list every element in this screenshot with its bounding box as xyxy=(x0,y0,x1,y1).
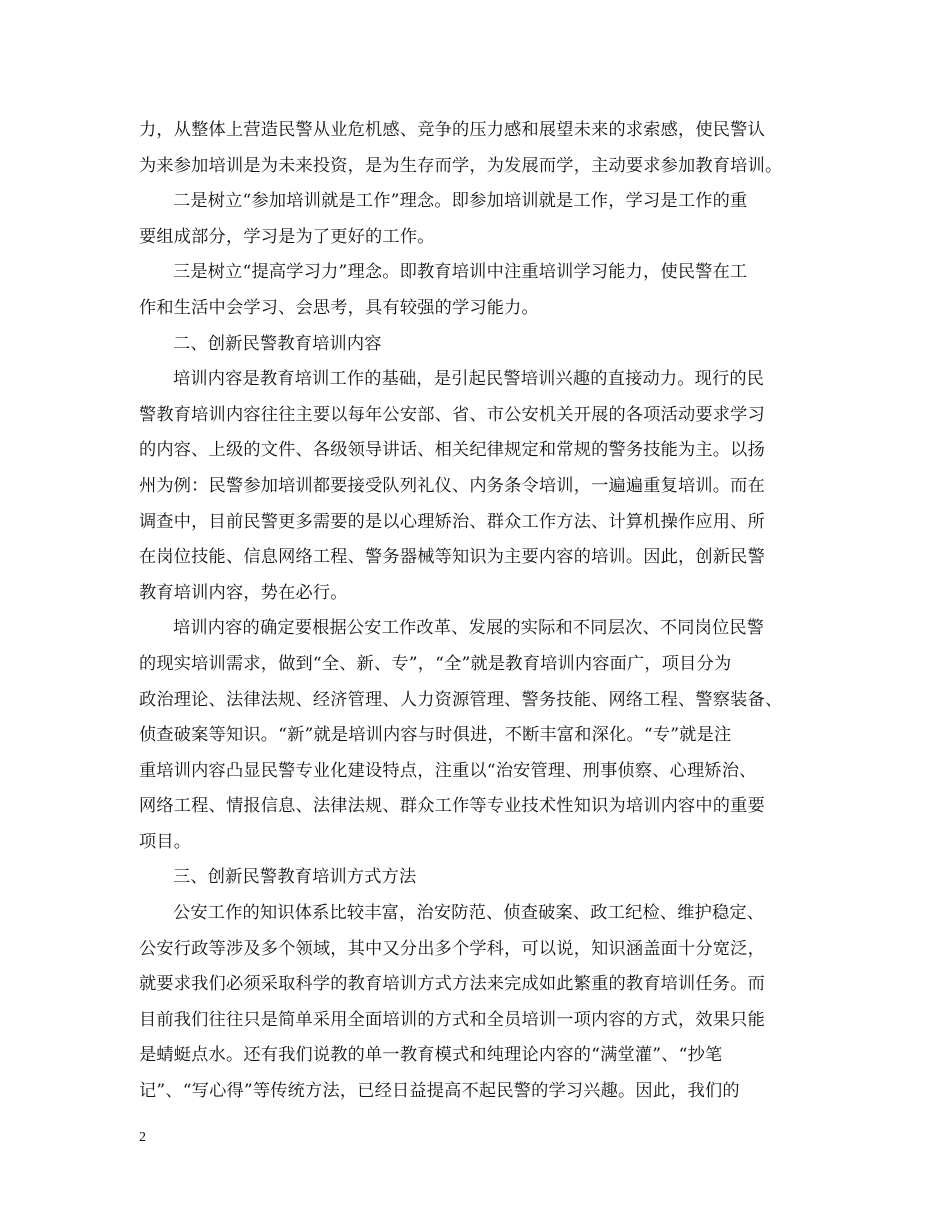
body-text xyxy=(139,113,814,1110)
text-line: 培训内容是教育培训工作的基础，是引起民警培训兴趣的直接动力。现行的民 xyxy=(173,369,765,390)
text-line: 二是树立“参加培训就是工作”理念。即参加培训就是工作，学习是工作的重 xyxy=(173,191,748,212)
text-line: 是蜻蜓点水。还有我们说教的单一教育模式和纯理论内容的“满堂灌”、“抄笔 xyxy=(139,1045,723,1066)
page-number: 2 xyxy=(139,1130,146,1145)
text-line: 公安工作的知识体系比较丰富，治安防范、侦查破案、政工纪检、维护稳定、 xyxy=(173,903,765,924)
text-line: 在岗位技能、信息网络工程、警务器械等知识为主要内容的培训。因此，创新民警 xyxy=(139,547,765,568)
text-line: 公安行政等涉及多个领域，其中又分出多个学科，可以说，知识涵盖面十分宽泛， xyxy=(139,938,765,959)
text-line: 侦查破案等知识。“新”就是培训内容与时俱进，不断丰富和深化。“专”就是注 xyxy=(139,725,732,746)
text-line: 的内容、上级的文件、各级领导讲话、相关纪律规定和常规的警务技能为主。以扬 xyxy=(139,440,765,461)
text-line: 二、创新民警教育培训内容 xyxy=(173,333,382,354)
text-line: 调查中，目前民警更多需要的是以心理矫治、群众工作方法、计算机操作应用、所 xyxy=(139,511,765,532)
text-line: 力，从整体上营造民警从业危机感、竞争的压力感和展望未来的求索感，使民警认 xyxy=(139,120,765,140)
text-line: 为来参加培训是为未来投资，是为生存而学，为发展而学，主动要求参加教育培训。 xyxy=(139,155,783,176)
text-line: 网络工程、情报信息、法律法规、群众工作等专业技术性知识为培训内容中的重要 xyxy=(139,796,765,817)
text-line: 目前我们往往只是简单采用全面培训的方式和全员培训一项内容的方式，效果只能 xyxy=(139,1009,765,1030)
text-line: 政治理论、法律法规、经济管理、人力资源管理、警务技能、网络工程、警察装备、 xyxy=(139,689,783,710)
text-line: 重培训内容凸显民警专业化建设特点，注重以“治安管理、刑事侦察、心理矫治、 xyxy=(139,760,757,781)
text-line: 州为例：民警参加培训都要接受队列礼仪、内务条令培训，一遍遍重复培训。而在 xyxy=(139,475,765,496)
text-line: 三、创新民警教育培训方式方法 xyxy=(173,867,417,888)
text-line: 警教育培训内容往往主要以每年公安部、省、市公安机关开展的各项活动要求学习 xyxy=(139,404,765,425)
text-line: 的现实培训需求，做到“全、新、专”，“全”就是教育培训内容面广，项目分为 xyxy=(139,653,732,674)
text-line: 作和生活中会学习、会思考，具有较强的学习能力。 xyxy=(139,297,539,318)
text-line: 培训内容的确定要根据公安工作改革、发展的实际和不同层次、不同岗位民警 xyxy=(173,618,765,639)
text-line: 项目。 xyxy=(139,831,192,852)
text-line: 三是树立“提高学习力”理念。即教育培训中注重培训学习能力，使民警在工 xyxy=(173,262,748,283)
text-line: 就要求我们必须采取科学的教育培训方式方法来完成如此繁重的教育培训任务。而 xyxy=(139,974,765,995)
text-line: 记”、“写心得”等传统方法，已经日益提高不起民警的学习兴趣。因此，我们的 xyxy=(139,1081,740,1102)
text-line: 要组成部分，学习是为了更好的工作。 xyxy=(139,226,435,247)
text-line: 教育培训内容，势在必行。 xyxy=(139,582,348,603)
